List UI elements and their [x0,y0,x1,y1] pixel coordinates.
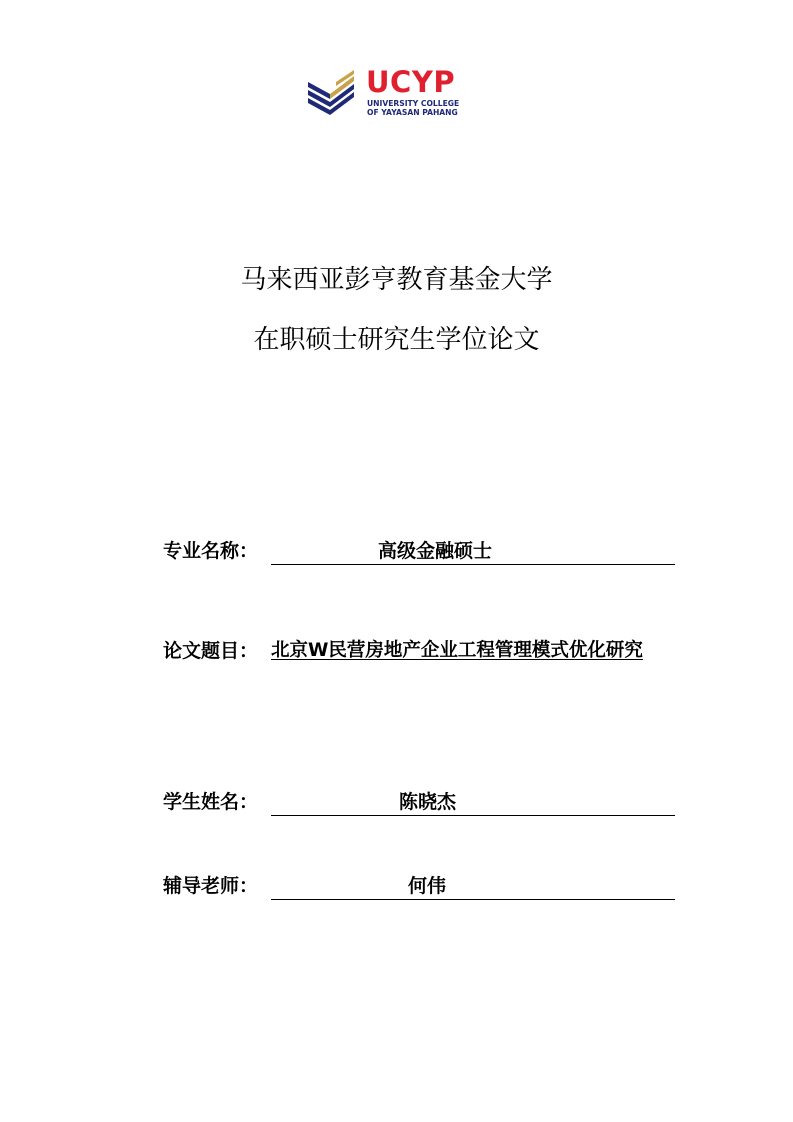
logo-emblem-icon [308,68,360,120]
field-student-name [163,789,675,817]
logo-wordmark: UCYP [366,65,456,99]
thesis-type-title: 在职硕士研究生学位论文 [253,325,540,355]
field-thesis-title [163,638,675,666]
major-value: 高级金融硕士 [378,540,493,562]
logo-subtitle-line1: UNIVERSITY COLLEGE [367,99,460,108]
advisor-value: 何伟 [408,875,447,897]
student-name-label: 学生姓名： [163,791,259,813]
field-advisor [163,873,675,901]
thesis-title-label: 论文题目： [163,640,259,662]
logo-subtitle-line2: OF YAYASAN PAHANG [367,108,458,117]
thesis-title-value: 北京W民营房地产企业工程管理模式优化研究 [271,640,643,661]
field-major [163,538,675,566]
advisor-underline [271,873,675,900]
advisor-label: 辅导老师： [163,875,259,897]
ucyp-logo [308,65,488,120]
student-name-underline [271,789,675,816]
major-label: 专业名称： [163,540,259,562]
university-title: 马来西亚彭亨教育基金大学 [240,265,553,295]
student-name-value: 陈晓杰 [399,791,457,813]
